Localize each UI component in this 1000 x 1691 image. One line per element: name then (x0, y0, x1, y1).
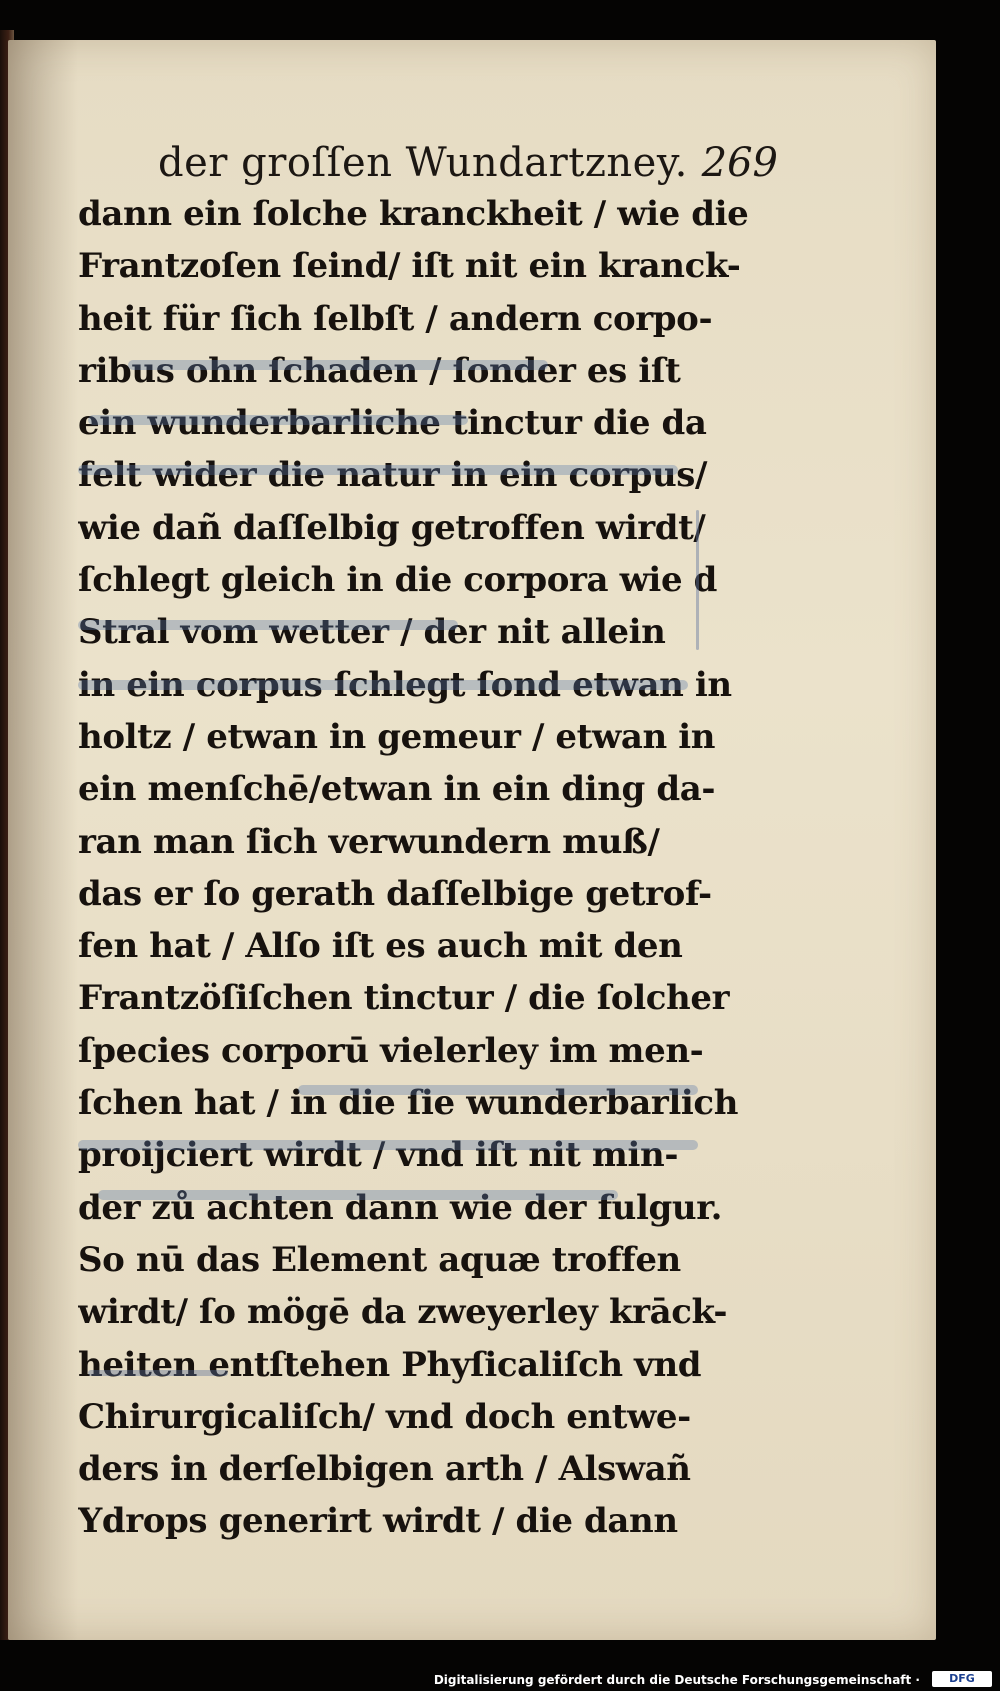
ink-scribble (88, 1370, 228, 1376)
text-line: ein menſchē/etwan in ein ding da- (78, 769, 716, 810)
digitization-credit: Digitalisierung gefördert durch die Deutsche Forschungsgemeinschaft · (433, 1673, 920, 1687)
text-line: fen hat / Alſo iſt es auch mit den (78, 926, 683, 967)
text-line: Frantzöſiſchen tinctur / die ſolcher (78, 978, 730, 1019)
text-line: proijciert wirdt / vnd iſt nit min- (78, 1135, 679, 1176)
text-line: wie dañ daſſelbig getroffen wirdt/ (78, 507, 706, 548)
underline-mark (98, 1190, 618, 1200)
text-line: der zů achten dann wie der fulgur. (78, 1187, 723, 1228)
text-line: ders in derſelbigen arth / Alswañ (78, 1449, 691, 1490)
underline-mark (78, 1140, 698, 1150)
text-line: ſchen hat / in die ſie wunderbarlich (78, 1083, 739, 1124)
underline-mark (298, 1085, 698, 1095)
underline-mark (128, 360, 548, 370)
text-line: ſchlegt gleich in die corpora wie d (78, 560, 717, 601)
header-title: der groſſen Wundartzney. (158, 140, 688, 186)
text-line: Stral vom wetter / der nit allein (78, 612, 666, 653)
text-line: So nū das Element aquæ troffen (78, 1239, 681, 1280)
text-line: holtz / etwan in gemeur / etwan in (78, 716, 716, 757)
text-line: das er ſo gerath daſſelbige getrof- (78, 873, 712, 914)
underline-mark (78, 465, 678, 475)
text-line: Frantzoſen ſeind/ iſt nit ein kranck- (78, 246, 741, 287)
text-line: felt wider die natur in ein corpus/ (78, 455, 708, 496)
text-line: heiten entſtehen Phyſicaliſch vnd (78, 1344, 702, 1385)
margin-mark (696, 510, 699, 650)
underline-mark (88, 415, 468, 425)
gutter-shadow (8, 40, 78, 1640)
underline-mark (78, 680, 688, 690)
underline-mark (78, 620, 458, 630)
text-line: wirdt/ ſo mögē da zweyerley krāck- (78, 1292, 728, 1333)
text-line: ribus ohn ſchaden / ſonder es iſt (78, 350, 681, 391)
text-line: Chirurgicaliſch/ vnd doch entwe- (78, 1396, 691, 1437)
text-line: in ein corpus ſchlegt ſond etwan in (78, 664, 732, 705)
body-text (78, 188, 758, 1548)
text-line: Ydrops generirt wirdt / die dann (78, 1501, 678, 1542)
running-header (158, 140, 778, 190)
text-line: ran man ſich verwundern muß/ (78, 821, 660, 862)
text-line: dann ein ſolche kranckheit / wie die (78, 194, 749, 234)
text-line: heit für ſich ſelbſt / andern corpo- (78, 298, 713, 339)
book-page (8, 40, 936, 1640)
text-line: ein wunderbarliche tinctur die da (78, 403, 707, 444)
text-line: ſpecies corporū vielerley im men- (78, 1030, 704, 1071)
page-number: 269 (701, 140, 778, 186)
dfg-logo: DFG (932, 1671, 992, 1687)
